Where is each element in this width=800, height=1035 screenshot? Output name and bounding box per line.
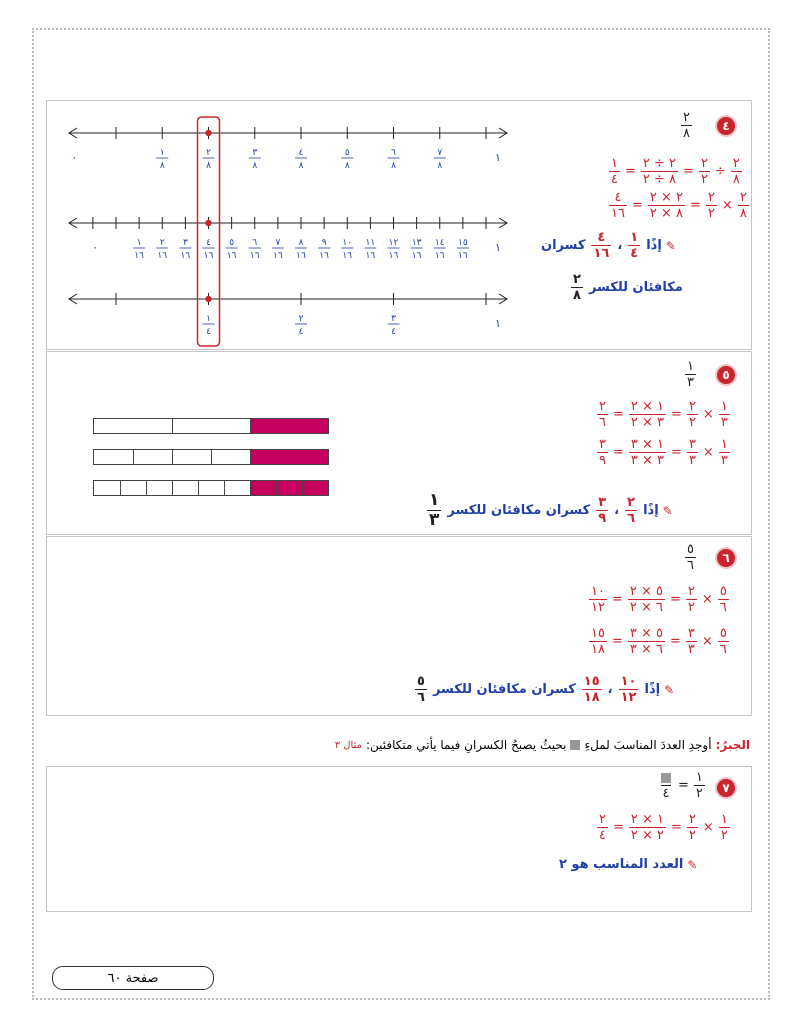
line2-label-7-num: ٧	[275, 238, 281, 248]
line1-label-2-num: ٢	[206, 148, 211, 158]
line2-label-4-num: ٤	[206, 238, 211, 248]
exercise-4-conclusion-line2: مكافئان للكسر $\frac{٢}{٨}$	[573, 272, 683, 303]
strip-cell	[211, 450, 250, 464]
line3-point	[205, 296, 211, 302]
exercise-7-badge: ٧	[717, 779, 735, 797]
algebra-instruction	[50, 738, 750, 752]
strip-cell	[94, 481, 120, 495]
line1-label-7-den: ٨	[437, 161, 443, 171]
strip-cell	[146, 481, 172, 495]
strip-cell	[198, 481, 224, 495]
line2-one-label: ١	[495, 241, 501, 254]
line1-label-6-num: ٦	[391, 148, 396, 158]
line1-label-5-num: ٥	[344, 148, 350, 158]
exercise-4-equation-2: $\frac{٤}{١٦}$ = $\frac{٢ \times ٢}{٨ \times ٢}$ = $\frac{٢}{٢}$ × $\frac{٢}{٨}$	[611, 190, 747, 221]
pencil-icon: ✎	[665, 238, 676, 253]
placeholder-square-icon	[661, 773, 671, 783]
exercise-5-given: $\frac{١}{٣}$	[687, 359, 694, 390]
exercise-6-badge: ٦	[717, 549, 735, 567]
line3-label-2-den: ٤	[298, 327, 304, 337]
line3-label-1-num: ١	[206, 314, 211, 324]
line2-label-7-den: ١٦	[273, 251, 283, 261]
strip-cell	[94, 419, 172, 433]
line2-label-9-num: ٩	[321, 238, 327, 248]
line2-label-3-den: ١٦	[180, 251, 191, 261]
line2-label-11-den: ١٦	[365, 251, 376, 261]
instruction-text-2: بحيثُ يصبحُ الكسرانِ فيما يأتي متكافئين:	[365, 738, 567, 752]
strip-cell	[120, 481, 146, 495]
line2-label-1-den: ١٦	[134, 251, 144, 261]
line1-label-4-den: ٨	[298, 161, 304, 171]
line3-label-1-den: ٤	[206, 327, 211, 337]
placeholder-square-icon	[570, 740, 580, 750]
line1-label-2-den: ٨	[206, 161, 211, 171]
strip-cell	[224, 481, 250, 495]
line2-label-12-num: ١٢	[388, 238, 399, 248]
exercise-5-conclusion: ✎ إذًا $\frac{٢}{٦}$ ، $\frac{٣}{٩}$ كسران مكافئان للكسر $\frac{١}{٣}$	[429, 490, 673, 530]
line1-zero-label: ٠	[71, 151, 78, 164]
exercise-7-given: ٤ = $\frac{١}{٢}$	[662, 770, 703, 801]
exercise-5-equation-1: $\frac{٢}{٦}$ = $\frac{١ \times ٢}{٣ \times ٢}$ = $\frac{٢}{٢}$ × $\frac{١}{٣}$	[599, 399, 728, 430]
line3-one-label: ١	[495, 317, 501, 330]
strip-cell	[133, 450, 172, 464]
line1-label-7-num: ٧	[437, 148, 443, 158]
exercise-4-given: $\frac{٢}{٨}$	[683, 110, 690, 141]
line3-label-3-num: ٣	[391, 314, 396, 324]
exercise-6-equation-1: $\frac{١٠}{١٢}$ = $\frac{٥ \times ٢}{٦ \times ٢}$ = $\frac{٢}{٢}$ × $\frac{٥}{٦}$	[591, 584, 727, 615]
strip-cell	[172, 419, 250, 433]
line2-label-11-num: ١١	[365, 238, 376, 248]
strip-cell	[172, 481, 198, 495]
exercise-7-equation-1: $\frac{٢}{٤}$ = $\frac{١ \times ٢}{٢ \times ٢}$ = $\frac{٢}{٢}$ × $\frac{١}{٢}$	[599, 812, 728, 843]
pencil-icon: ✎	[664, 682, 675, 697]
line2-label-2-den: ١٦	[157, 251, 168, 261]
line1-label-4-num: ٤	[298, 148, 304, 158]
exercise-7-conclusion: ✎ العدد المناسب هو ٢	[559, 857, 698, 872]
line1-label-1-num: ١	[159, 148, 165, 158]
line3-label-2-num: ٢	[298, 314, 304, 324]
line1-one-label: ١	[495, 151, 501, 164]
exercise-6-conclusion: ✎ إذًا $\frac{١٠}{١٢}$ ، $\frac{١٥}{١٨}$ كسران مكافئان للكسر $\frac{٥}{٦}$	[417, 674, 675, 705]
line2-label-2-num: ٢	[159, 238, 165, 248]
exercise-5-panel	[46, 351, 752, 535]
exercise-5-equation-2: $\frac{٣}{٩}$ = $\frac{١ \times ٣}{٣ \times ٣}$ = $\frac{٣}{٣}$ × $\frac{١}{٣}$	[599, 437, 728, 468]
exercise-4-equation-1: $\frac{١}{٤}$ = $\frac{٢ \div ٢}{٨ \div ٢}$ = $\frac{٢}{٢}$ ÷ $\frac{٢}{٨}$	[611, 156, 740, 187]
example-reference: مثال ٣	[334, 739, 362, 751]
line2-label-5-den: ١٦	[226, 251, 237, 261]
strip-cell	[289, 450, 328, 464]
number-lines-figure	[53, 101, 523, 351]
line2-label-10-den: ١٦	[342, 251, 353, 261]
line2-point	[205, 220, 211, 226]
pencil-icon: ✎	[662, 503, 673, 518]
fraction-strip	[93, 418, 329, 434]
line1-label-1-den: ٨	[159, 161, 165, 171]
line2-zero-label: ٠	[92, 241, 99, 254]
line2-label-6-den: ١٦	[249, 251, 260, 261]
line2-label-3-num: ٣	[182, 238, 188, 248]
line1-label-3-num: ٣	[252, 148, 258, 158]
exercise-6-panel	[46, 536, 752, 716]
instruction-text: أوجدِ العددَ المناسبَ لملءِ	[584, 738, 712, 752]
line2-label-6-num: ٦	[252, 238, 258, 248]
line2-label-8-num: ٨	[298, 238, 304, 248]
line1-label-3-den: ٨	[252, 161, 258, 171]
pencil-icon: ✎	[687, 857, 698, 872]
exercise-6-given: $\frac{٥}{٦}$	[687, 542, 694, 573]
exercise-5-badge: ٥	[717, 366, 735, 384]
line1-label-5-den: ٨	[344, 161, 350, 171]
line2-label-12-den: ١٦	[388, 251, 399, 261]
line2-label-13-den: ١٦	[411, 251, 422, 261]
strip-cell	[94, 450, 133, 464]
line2-label-1-num: ١	[136, 238, 142, 248]
line1-point	[205, 130, 211, 136]
strip-cell	[250, 419, 328, 433]
strip-cell	[250, 481, 276, 495]
instruction-label: الجبرُ:	[715, 738, 750, 752]
line2-label-13-num: ١٣	[411, 238, 422, 248]
line1-label-6-den: ٨	[391, 161, 396, 171]
line2-label-14-den: ١٦	[434, 251, 445, 261]
strip-cell	[276, 481, 302, 495]
page-number-tab: صفحة ٦٠	[52, 966, 214, 990]
line2-label-8-den: ١٦	[296, 251, 306, 261]
line2-label-15-num: ١٥	[458, 238, 468, 248]
line2-label-5-num: ٥	[229, 238, 235, 248]
line2-label-10-num: ١٠	[342, 238, 353, 248]
exercise-6-equation-2: $\frac{١٥}{١٨}$ = $\frac{٥ \times ٣}{٦ \times ٣}$ = $\frac{٣}{٣}$ × $\frac{٥}{٦}$	[591, 626, 727, 657]
line3-label-3-den: ٤	[391, 327, 396, 337]
exercise-4-conclusion: ✎ إذًا $\frac{١}{٤}$ ، $\frac{٤}{١٦}$ كسران	[541, 230, 676, 261]
line2-label-15-den: ١٦	[458, 251, 468, 261]
exercise-4-panel	[46, 100, 752, 350]
strip-cell	[302, 481, 328, 495]
line2-label-14-num: ١٤	[434, 238, 445, 248]
exercise-4-badge: ٤	[717, 117, 735, 135]
fraction-strip	[93, 449, 329, 465]
exercise-7-panel	[46, 766, 752, 912]
strip-cell	[172, 450, 211, 464]
strip-cell	[250, 450, 289, 464]
fraction-strip	[93, 480, 329, 496]
line2-label-9-den: ١٦	[319, 251, 329, 261]
line2-label-4-den: ١٦	[203, 251, 214, 261]
